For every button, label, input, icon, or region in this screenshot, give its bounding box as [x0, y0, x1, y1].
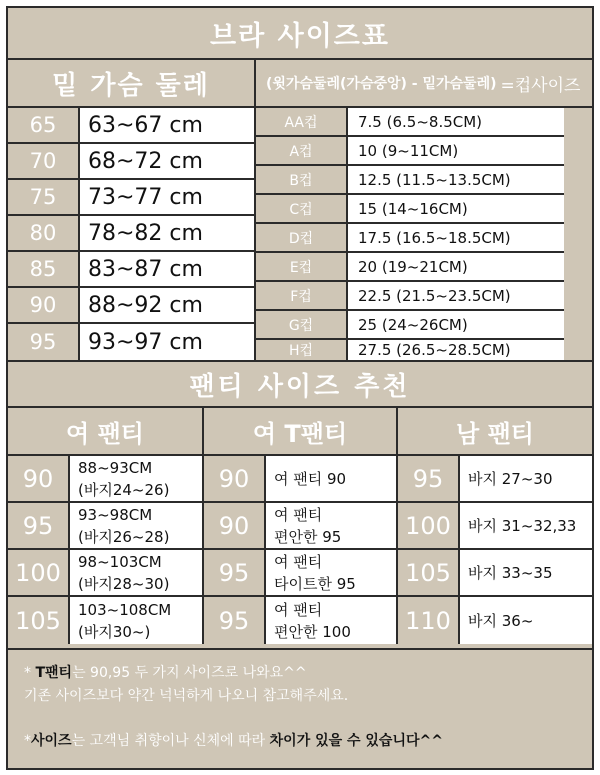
desc-line: 바지 31~32,33: [468, 516, 577, 535]
women-tpanty-desc: [264, 456, 398, 503]
women-tpanty-size: 95: [204, 550, 264, 597]
desc-line: 바지 27~30: [468, 469, 553, 488]
women-panty-desc: [68, 597, 204, 644]
cup-value: 25 (24~26CM): [346, 311, 564, 340]
cup-value: 20 (19~21CM): [346, 253, 564, 282]
desc-line: 편안한 100: [274, 622, 351, 641]
band-range-value: 88~92 cm: [78, 288, 256, 324]
women-tpanty-desc: [264, 550, 398, 597]
band-size-label: 90: [8, 288, 78, 324]
size-chart-sheet: [6, 6, 594, 770]
cup-label: C컵: [256, 195, 346, 224]
desc-line: 103~108CM: [78, 600, 172, 619]
men-panty-desc: [458, 503, 592, 550]
women-panty-desc: [68, 456, 204, 503]
desc-line: 98~103CM: [78, 552, 162, 571]
cup-label: F컵: [256, 282, 346, 311]
women-panty-desc: [68, 550, 204, 597]
band-size-label: 70: [8, 144, 78, 180]
cup-value: 10 (9~11CM): [346, 137, 564, 166]
note-text: 는 90,95 두 가지 사이즈로 나와요^^: [72, 665, 307, 681]
band-range-value: 73~77 cm: [78, 180, 256, 216]
women-panty-desc: [68, 503, 204, 550]
panty-section-title: 팬티 사이즈 추천: [8, 360, 592, 408]
cup-formula-header: [256, 60, 592, 108]
desc-line: (바지28~30): [78, 574, 170, 593]
note-line-3: [24, 730, 576, 753]
desc-line: (바지30~): [78, 622, 151, 641]
women-panty-header: 여 팬티: [8, 408, 204, 456]
cup-value: 17.5 (16.5~18.5CM): [346, 224, 564, 253]
band-size-label: 80: [8, 216, 78, 252]
underbust-header: 밑 가슴 둘레: [8, 60, 256, 108]
women-panty-size: 100: [8, 550, 68, 597]
desc-line: 타이트한 95: [274, 574, 356, 593]
desc-line: 바지 36~: [468, 611, 534, 630]
desc-line: (바지24~26): [78, 480, 170, 499]
cup-label: D컵: [256, 224, 346, 253]
men-panty-desc: [458, 456, 592, 503]
note-emphasis: 차이가 있을 수 있습니다^^: [269, 733, 443, 749]
desc-line: 여 팬티: [274, 600, 323, 619]
women-tpanty-header: 여 T팬티: [204, 408, 398, 456]
cup-label: A컵: [256, 137, 346, 166]
women-tpanty-size: 90: [204, 456, 264, 503]
band-range-value: 78~82 cm: [78, 216, 256, 252]
band-size-label: 85: [8, 252, 78, 288]
men-panty-size: 95: [398, 456, 458, 503]
women-tpanty-desc: [264, 503, 398, 550]
desc-line: 여 팬티 90: [274, 469, 347, 488]
desc-line: (바지26~28): [78, 527, 170, 546]
women-tpanty-desc: [264, 597, 398, 644]
women-tpanty-size: 90: [204, 503, 264, 550]
men-panty-size: 105: [398, 550, 458, 597]
men-panty-desc: [458, 550, 592, 597]
band-size-label: 75: [8, 180, 78, 216]
band-size-label: 95: [8, 324, 78, 360]
cup-formula-result: =컵사이즈: [500, 75, 581, 96]
men-panty-size: 100: [398, 503, 458, 550]
cup-label: B컵: [256, 166, 346, 195]
desc-line: 93~98CM: [78, 505, 153, 524]
desc-line: 편안한 95: [274, 527, 342, 546]
notes-box: [8, 648, 592, 768]
note-star: *: [24, 733, 31, 749]
cup-value: 7.5 (6.5~8.5CM): [346, 108, 564, 137]
cup-label: H컵: [256, 340, 346, 360]
band-range-value: 93~97 cm: [78, 324, 256, 360]
men-panty-size: 110: [398, 597, 458, 644]
note-emphasis: 사이즈: [31, 733, 72, 749]
women-panty-size: 95: [8, 503, 68, 550]
men-panty-header: 남 팬티: [398, 408, 592, 456]
chart-title: 브라 사이즈표: [8, 8, 592, 60]
cup-formula-text: (윗가슴둘레(가슴중앙) - 밑가슴둘레): [266, 76, 497, 92]
band-range-value: 63~67 cm: [78, 108, 256, 144]
band-size-label: 65: [8, 108, 78, 144]
cup-value: 15 (14~16CM): [346, 195, 564, 224]
desc-line: 바지 33~35: [468, 563, 553, 582]
women-tpanty-size: 95: [204, 597, 264, 644]
cup-value: 27.5 (26.5~28.5CM): [346, 340, 564, 360]
desc-line: 여 팬티: [274, 505, 323, 524]
note-line-1: [24, 662, 576, 685]
band-range-value: 68~72 cm: [78, 144, 256, 180]
desc-line: 여 팬티: [274, 552, 323, 571]
note-star: *: [24, 665, 36, 681]
cup-label: AA컵: [256, 108, 346, 137]
cup-value: 12.5 (11.5~13.5CM): [346, 166, 564, 195]
women-panty-size: 105: [8, 597, 68, 644]
note-line-2: 기존 사이즈보다 약간 넉넉하게 나오니 참고해주세요.: [24, 688, 349, 704]
note-text: 는 고객님 취향이나 신체에 따라: [71, 733, 270, 749]
cup-value: 22.5 (21.5~23.5CM): [346, 282, 564, 311]
band-range-value: 83~87 cm: [78, 252, 256, 288]
note-emphasis: T팬티: [35, 665, 73, 681]
cup-label: G컵: [256, 311, 346, 340]
men-panty-desc: [458, 597, 592, 644]
desc-line: 88~93CM: [78, 458, 153, 477]
women-panty-size: 90: [8, 456, 68, 503]
cup-label: E컵: [256, 253, 346, 282]
